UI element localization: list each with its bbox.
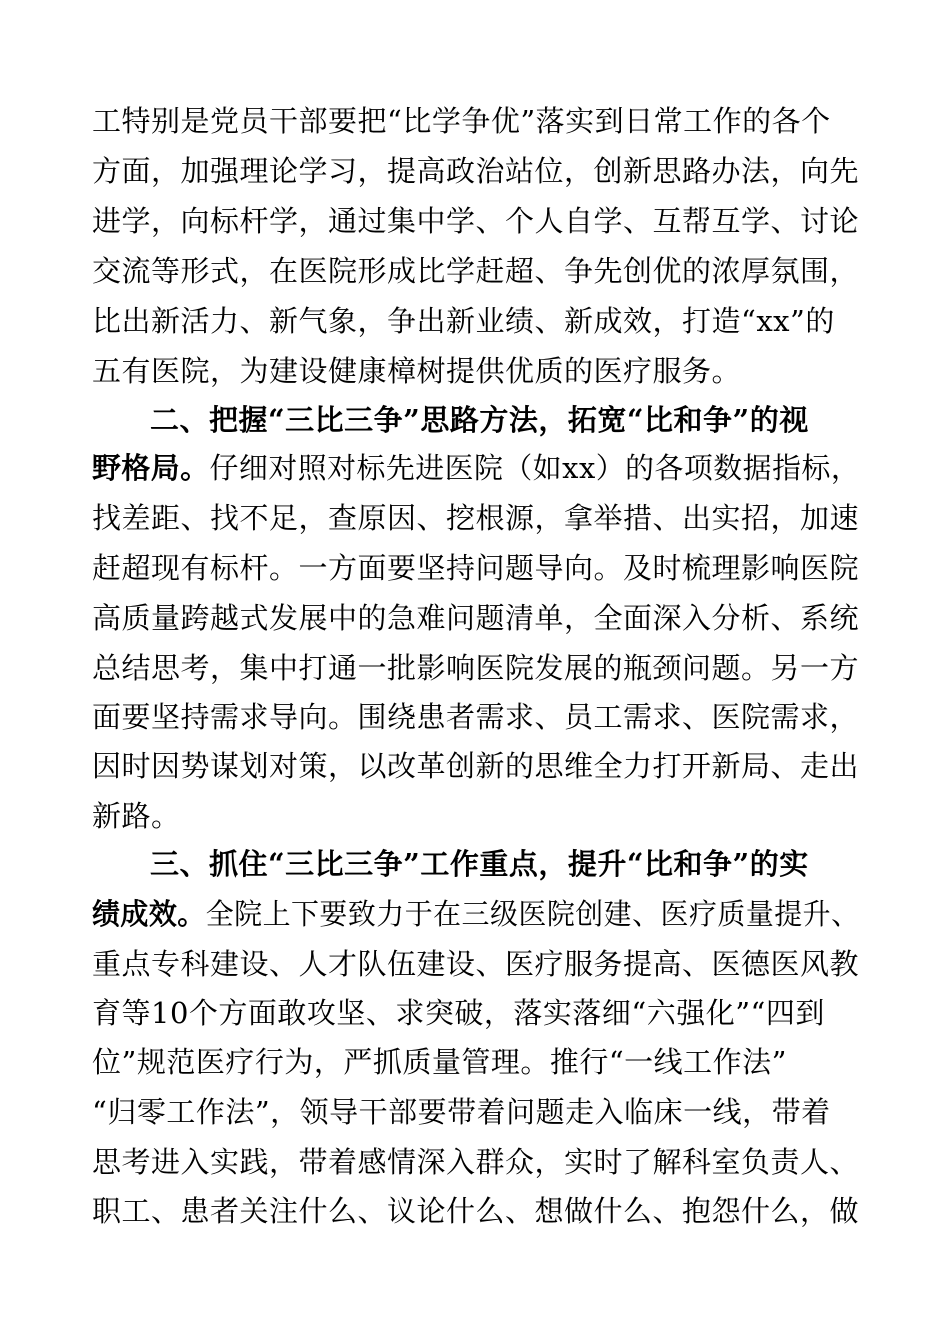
section-3-line-2-text: 全院上下要致力于在三级医院创建、医疗质量提升、 (205, 897, 860, 931)
paragraph-1-line-2: 方面，加强理论学习，提高政治站位，创新思路办法，向先 (92, 154, 860, 188)
paragraph-1-line-6: 五有医院，为建设健康樟树提供优质的医疗服务。 (92, 354, 742, 388)
section-3-heading-end: 绩成效。 (92, 897, 206, 931)
section-2-heading: 二、把握“三比三争”思路方法，拓宽“比和争”的视 (150, 403, 809, 437)
section-2-line-7: 面要坚持需求导向。围绕患者需求、员工需求、医院需求， (92, 700, 860, 734)
section-2-line-2 (92, 452, 860, 484)
section-3-line-4: 育等10个方面敢攻坚、求突破，落实落细“六强化”“四到 (92, 996, 825, 1030)
section-2-line-4: 赶超现有标杆。一方面要坚持问题导向。及时梳理影响医院 (92, 551, 860, 585)
paragraph-1-line-1: 工特别是党员干部要把“比学争优”落实到日常工作的各个 (92, 104, 831, 138)
section-2-line-2-text: 仔细对照对标先进医院（如xx）的各项数据指标， (209, 451, 861, 485)
paragraph-1-line-4: 交流等形式，在医院形成比学赶超、争先创优的浓厚氛围， (92, 254, 860, 288)
section-3-line-6: “归零工作法”，领导干部要带着问题走入临床一线，带着 (92, 1095, 831, 1129)
section-2-line-6: 总结思考，集中打通一批影响医院发展的瓶颈问题。另一方 (92, 651, 860, 685)
section-3-line-5: 位”规范医疗行为，严抓质量管理。推行“一线工作法” (92, 1045, 787, 1079)
section-2-line-5: 高质量跨越式发展中的急难问题清单，全面深入分析、系统 (92, 601, 860, 635)
section-2-line-3: 找差距、找不足，查原因、挖根源，拿举措、出实招，加速 (92, 501, 860, 535)
section-2-heading-end: 野格局。 (92, 451, 210, 485)
section-2-line-9: 新路。 (92, 799, 181, 833)
section-3-line-8: 职工、患者关注什么、议论什么、想做什么、抱怨什么，做 (92, 1194, 860, 1228)
section-3-line-3: 重点专科建设、人才队伍建设、医疗服务提高、医德医风教 (92, 947, 860, 981)
section-3-line-7: 思考进入实践，带着感情深入群众，实时了解科室负责人、 (92, 1145, 860, 1179)
section-3-line-2 (92, 898, 860, 930)
paragraph-1-line-5: 比出新活力、新气象，争出新业绩、新成效，打造“xx”的 (92, 304, 835, 338)
section-3-heading: 三、抓住“三比三争”工作重点，提升“比和争”的实 (150, 847, 809, 881)
section-2-line-8: 因时因势谋划对策，以改革创新的思维全力打开新局、走出 (92, 749, 860, 783)
paragraph-1-line-3: 进学，向标杆学，通过集中学、个人自学、互帮互学、讨论 (92, 204, 860, 238)
